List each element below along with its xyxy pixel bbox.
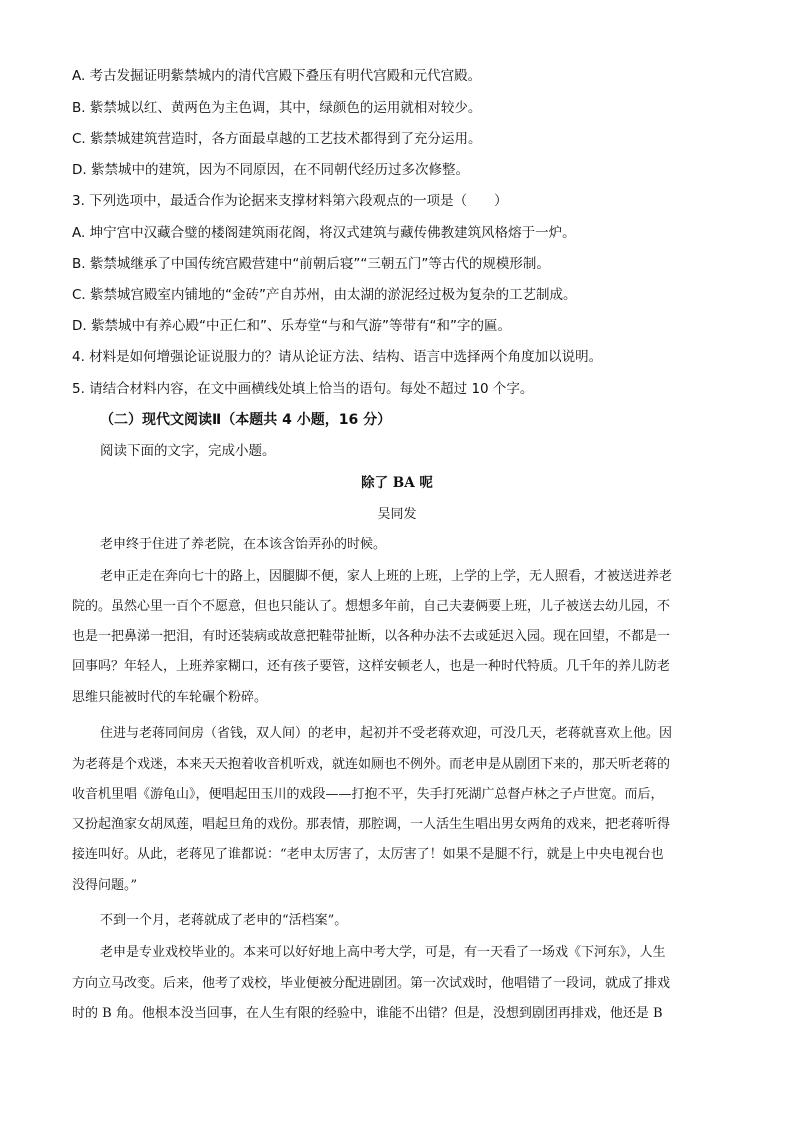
option-2a: A. 考古发掘证明紫禁城内的清代宫殿下叠压有明代宫殿和元代宫殿。 bbox=[72, 68, 482, 84]
reading-instruction: 阅读下面的文字，完成小题。 bbox=[100, 443, 276, 459]
paragraph-line: 老申是专业戏校毕业的。本来可以好好地上高中考大学，可是，有一天看了一场戏《下河东》，人生 bbox=[100, 945, 666, 960]
option-3b: B. 紫禁城继承了中国传统宫殿营建中“前朝后寝”“三朝五门”等古代的规模形制。 bbox=[72, 256, 550, 272]
option-3c: C. 紫禁城宫殿室内铺地的“金砖”产自苏州，由太湖的淤泥经过极为复杂的工艺制成。 bbox=[72, 287, 577, 303]
paragraph-line: 方向立马改变。后来，他考了戏校，毕业便被分配进剧团。第一次试戏时，他唱错了一段词，就成了排戏 bbox=[72, 976, 671, 991]
option-3d: D. 紫禁城中有养心殿“中正仁和”、乐寿堂“与和气游”等带有“和”字的匾。 bbox=[72, 318, 511, 334]
option-2b: B. 紫禁城以红、黄两色为主色调，其中，绿颜色的运用就相对较少。 bbox=[72, 100, 482, 116]
paragraph-line: 回事吗？年轻人，上班养家糊口，还有孩子要管，这样安顿老人，也是一种时代特质。几千年的养儿防老 bbox=[72, 659, 671, 674]
story-author: 吴同发 bbox=[377, 507, 417, 522]
paragraph-line: 也是一把鼻涕一把泪，有时还装病或故意把鞋带扯断，以各种办法不去或延迟入园。现在回望，不都是一 bbox=[72, 629, 671, 644]
paragraph-line: 不到一个月，老蒋就成了老申的“活档案”。 bbox=[100, 913, 348, 928]
paragraph-line: 收音机里唱《游龟山》，便唱起田玉川的戏段——打抱不平，失手打死湖广总督卢林之子卢世宽。而后， bbox=[72, 787, 664, 802]
paragraph-line: 老申终于住进了养老院，在本该含饴弄孙的时候。 bbox=[100, 537, 387, 552]
option-2c: C. 紫禁城建筑营造时，各方面最卓越的工艺技术都得到了充分运用。 bbox=[72, 131, 482, 147]
option-2d: D. 紫禁城中的建筑，因为不同原因，在不同朝代经历过多次修整。 bbox=[72, 162, 469, 178]
paragraph-line: 接连叫好。从此，老蒋见了谁都说：“老申太厉害了，太厉害了！如果不是腿不行，就是上中央电视台也 bbox=[72, 847, 664, 862]
section-heading: （二）现代文阅读Ⅱ（本题共 4 小题，16 分） bbox=[100, 412, 392, 428]
paragraph-line: 时的 B 角。他根本没当回事，在人生有限的经验中，谁能不出错？但是，没想到剧团再排戏，他还是 B bbox=[72, 1006, 663, 1021]
paragraph-line: 老申正走在奔向七十的路上，因腿脚不便，家人上班的上班，上学的上学，无人照看，才被送进养老 bbox=[100, 569, 673, 584]
paragraph-line: 为老蒋是个戏迷，本来天天抱着收音机听戏，就连如厕也不例外。而老申是从剧团下来的，那天听老蒋的 bbox=[72, 757, 671, 772]
paragraph-line: 又扮起渔家女胡凤莲，唱起旦角的戏份。那表情，那腔调，一人活生生唱出男女两角的戏来，把老蒋听得 bbox=[72, 817, 671, 832]
paragraph-line: 没得问题。” bbox=[72, 878, 138, 893]
paragraph-line: 思维只能被时代的车轮碾个粉碎。 bbox=[72, 690, 268, 705]
question-4: 4. 材料是如何增强论证说服力的？请从论证方法、结构、语言中选择两个角度加以说明。 bbox=[72, 349, 603, 365]
question-3: 3. 下列选项中，最适合作为论据来支撑材料第六段观点的一项是（ ） bbox=[72, 193, 508, 209]
paragraph-line: 住进与老蒋同间房（省钱，双人间）的老申，起初并不受老蒋欢迎，可没几天，老蒋就喜欢上他。因 bbox=[100, 726, 673, 741]
question-5: 5. 请结合材料内容，在文中画横线处填上恰当的语句。每处不超过 10 个字。 bbox=[72, 381, 534, 397]
story-title: 除了 BA 呢 bbox=[361, 475, 433, 491]
paragraph-line: 院的。虽然心里一百个不愿意，但也只能认了。想想多年前，自己夫妻俩要上班，儿子被送去幼儿园，不 bbox=[72, 599, 671, 614]
option-3a: A. 坤宁宫中汉藏合璧的楼阁建筑雨花阁，将汉式建筑与藏传佛教建筑风格熔于一炉。 bbox=[72, 225, 576, 241]
